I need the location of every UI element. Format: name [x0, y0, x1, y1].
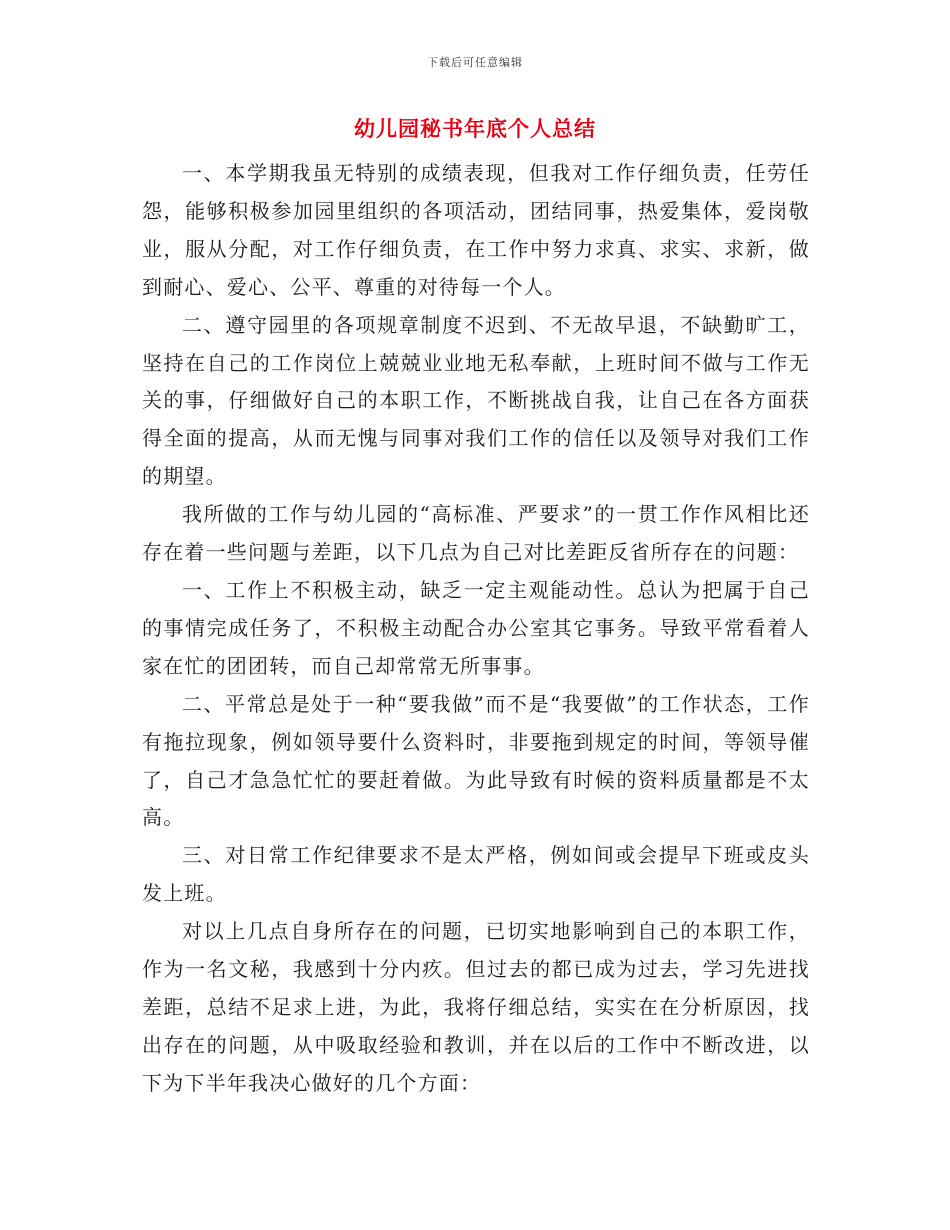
- paragraph: 三、对日常工作纪律要求不是太严格，例如间或会提早下班或皮头发上班。: [142, 843, 810, 906]
- paragraph: 我所做的工作与幼儿园的“高标准、严要求”的一贯工作作风相比还存在着一些问题与差距，以下几点为自己对比差距反省所存在的问题：: [142, 502, 810, 565]
- document-body: [142, 155, 810, 1103]
- document-title: 幼儿园秘书年底个人总结: [354, 116, 596, 141]
- paragraph: 一、本学期我虽无特别的成绩表现，但我对工作仔细负责，任劳任怨，能够积极参加园里组织的各项活动，团结同事，热爱集体，爱岗敬业，服从分配，对工作仔细负责，在工作中努力求真、求实、求新，做到耐心、爱心、公平、尊重的对待每一个人。: [142, 161, 810, 299]
- page-header: 下载后可任意编辑: [427, 56, 523, 69]
- paragraph: 一、工作上不积极主动，缺乏一定主观能动性。总认为把属于自己的事情完成任务了，不积极主动配合办公室其它事务。导致平常看着人家在忙的团团转，而自己却常常无所事事。: [142, 577, 810, 678]
- paragraph: 二、遵守园里的各项规章制度不迟到、不无故早退，不缺勤旷工，坚持在自己的工作岗位上兢兢业业地无私奉献，上班时间不做与工作无关的事，仔细做好自己的本职工作，不断挑战自我，让自己在各方面获得全面的提高，从而无愧与同事对我们工作的信任以及领导对我们工作的期望。: [142, 312, 810, 489]
- paragraph: 二、平常总是处于一种“要我做”而不是“我要做”的工作状态，工作有拖拉现象，例如领导要什么资料时，非要拖到规定的时间，等领导催了，自己才急急忙忙的要赶着做。为此导致有时候的资料质量都是不太高。: [142, 691, 810, 830]
- paragraph: 对以上几点自身所存在的问题，已切实地影响到自己的本职工作，作为一名文秘，我感到十分内疚。但过去的都已成为过去，学习先进找差距，总结不足求上进，为此，我将仔细总结，实实在在分析原因，找出存在的问题，从中吸取经验和教训，并在以后的工作中不断改进，以下为下半年我决心做好的几个方面：: [142, 919, 810, 1095]
